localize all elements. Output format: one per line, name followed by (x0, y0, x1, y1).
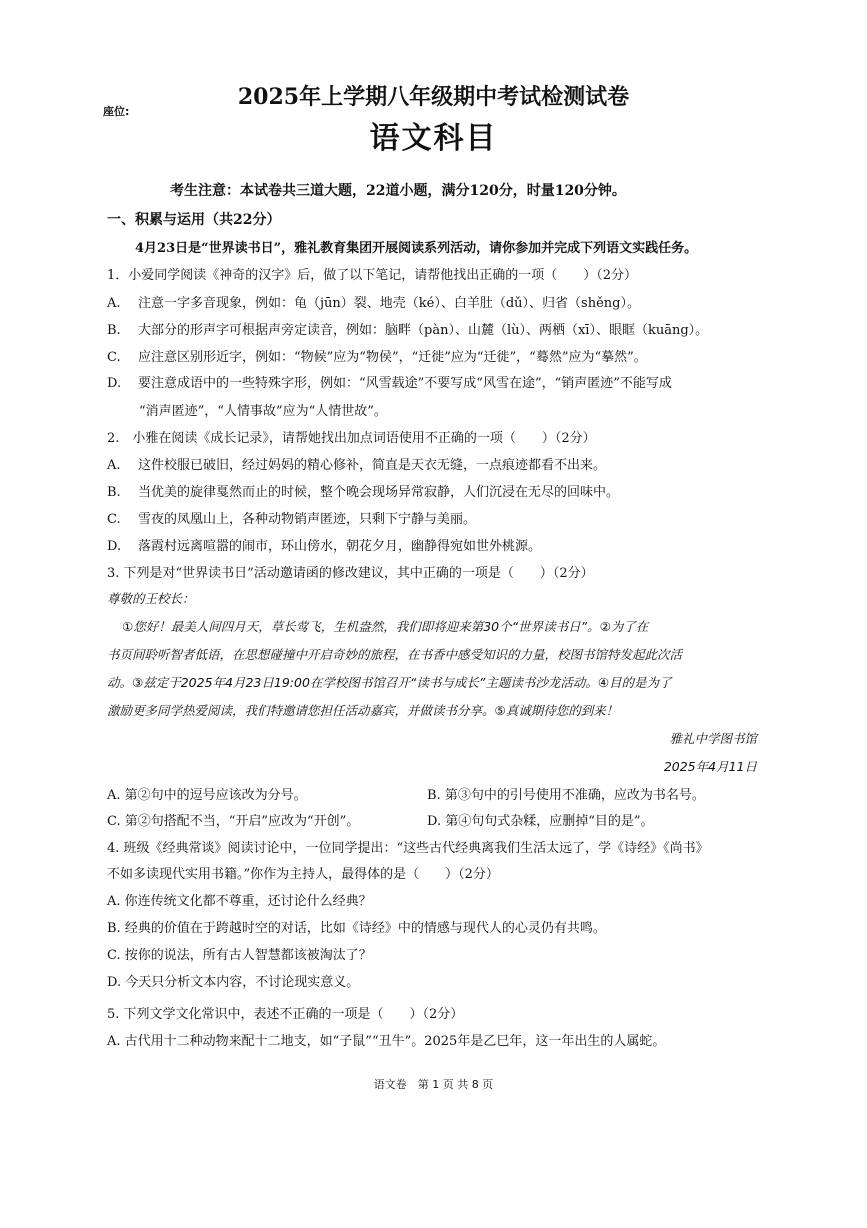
option-text: 注意一字多音现象，例如：龟（jūn）裂、地壳（ké）、白羊肚（dǔ）、归省（shěng）。 (138, 296, 640, 311)
question-3-stem: 3. 下列是对“世界读书日”活动邀请函的修改建议，其中正确的一项是（ ）（2分） (107, 566, 594, 581)
letter-signature: 雅礼中学图书馆 (669, 731, 757, 746)
option-text: 雪夜的凤凰山上，各种动物销声匿迹，只剩下宁静与美丽。 (138, 512, 477, 527)
option-text: 应注意区别形近字，例如：“物候”应为“物侯”，“迁徙”应为“迁徙”，“蓦然”应为“摹然”。 (138, 350, 647, 365)
question-4-option-c: C. 按你的说法，所有古人智慧都该被淘汰了？ (107, 948, 372, 963)
letter-line: 书页间聆听智者低语，在思想碰撞中开启奇妙的旅程，在书香中感受知识的力量，校图书馆特发起此次活 (107, 647, 683, 662)
option-letter: B. (107, 323, 121, 338)
question-5-stem: 5. 下列文学文化常识中，表述不正确的一项是（ ）（2分） (107, 1007, 464, 1022)
option-text: 大部分的形声字可根据声旁定读音，例如：脑畔（pàn）、山麓（lù）、两栖（xī）、眼眶（kuāng）。 (138, 323, 709, 338)
option-letter: D. (107, 539, 122, 554)
letter-date: 2025年4月11日 (663, 759, 757, 774)
question-1-stem: 1．小爱同学阅读《神奇的汉字》后，做了以下笔记，请帮他找出正确的一项（ ）（2分） (107, 268, 638, 283)
letter-salutation: 尊敬的王校长： (107, 591, 195, 606)
option-text: 当优美的旋律戛然而止的时候，整个晚会现场异常寂静，人们沉浸在无尽的回味中。 (138, 485, 620, 500)
page-footer: 语文卷 第 1 页 共 8 页 (373, 1078, 494, 1091)
option-letter: D. (107, 376, 122, 391)
question-2-option-b (107, 481, 619, 500)
option-text: 要注意成语中的一些特殊字形，例如：“风雪载途”不要写成“风雪在途”，“销声匿迹”不能写成 (138, 376, 672, 391)
subject-title: 语文科目 (369, 121, 498, 156)
section-intro: 4月23日是“世界读书日”，雅礼教育集团开展阅读系列活动，请你参加并完成下列语文实践任务。 (135, 241, 698, 256)
seat-label: 座位: (103, 105, 130, 118)
question-2-stem: 2. 小雅在阅读《成长记录》，请帮她找出加点词语使用不正确的一项（ ）（2分） (107, 431, 596, 446)
option-letter: B. (107, 485, 121, 500)
question-4-option-d: D. 今天只分析文本内容，不讨论现实意义。 (107, 975, 360, 990)
question-3-option-d: D. 第④句句式杂糅，应删掉“目的是”。 (427, 814, 654, 829)
option-letter: A. (107, 458, 121, 473)
letter-line: ①您好！最美人间四月天，草长莺飞，生机盎然，我们即将迎来第30个“世界读书日”。②为了在 (122, 619, 649, 634)
exam-notice: 考生注意：本试卷共三道大题，22道小题，满分120分，时量120分钟。 (170, 183, 626, 199)
question-4-stem-continued: 不如多读现代实用书籍。”你作为主持人，最得体的是（ ）（2分） (107, 867, 499, 882)
exam-title: 2025年上学期八年级期中考试检测试卷 (237, 84, 630, 110)
letter-line: 动。③兹定于2025年4月23日19:00在学校图书馆召开“读书与成长”主题读书沙龙活动。④目的是为了 (107, 675, 672, 690)
question-4-stem: 4. 班级《经典常谈》阅读讨论中，一位同学提出：“这些古代经典离我们生活太远了，学《诗经》《尚书》 (107, 841, 709, 856)
option-letter: A. (107, 296, 121, 311)
option-text: 落霞村远离喧嚣的闹市，环山傍水，朝花夕月，幽静得宛如世外桃源。 (138, 539, 542, 554)
section-heading: 一、积累与运用（共22分） (107, 212, 281, 228)
question-3-option-a: A. 第②句中的逗号应该改为分号。 (107, 788, 307, 803)
question-1-option-a (107, 292, 640, 311)
question-1-option-c (107, 346, 647, 365)
option-letter: C. (107, 350, 121, 365)
question-4-option-b: B. 经典的价值在于跨越时空的对话，比如《诗经》中的情感与现代人的心灵仍有共鸣。 (107, 921, 606, 936)
question-1-option-d-continued: “消声匿迹”，“人情事故”应为“人情世故”。 (139, 404, 387, 419)
question-3-option-c: C. 第②句搭配不当，“开启”应改为“开创”。 (107, 814, 360, 829)
question-3-option-b: B. 第③句中的引号使用不准确，应改为书名号。 (427, 788, 705, 803)
question-1-option-d (107, 372, 672, 391)
question-2-option-a (107, 454, 606, 473)
question-5-option-a: A. 古代用十二种动物来配十二地支，如“子鼠”“丑牛”。2025年是乙巳年，这一年出生的人属蛇。 (107, 1034, 666, 1049)
question-2-option-d (107, 535, 541, 554)
letter-line: 激励更多同学热爱阅读，我们特邀请您担任活动嘉宾，并做读书分享。⑤真诚期待您的到来！ (107, 703, 619, 718)
question-2-option-c (107, 508, 476, 527)
question-4-option-a: A. 你连传统文化都不尊重，还讨论什么经典？ (107, 894, 372, 909)
option-text: 这件校服已破旧，经过妈妈的精心修补，简直是天衣无缝，一点痕迹都看不出来。 (138, 458, 607, 473)
option-letter: C. (107, 512, 121, 527)
question-1-option-b (107, 319, 708, 338)
